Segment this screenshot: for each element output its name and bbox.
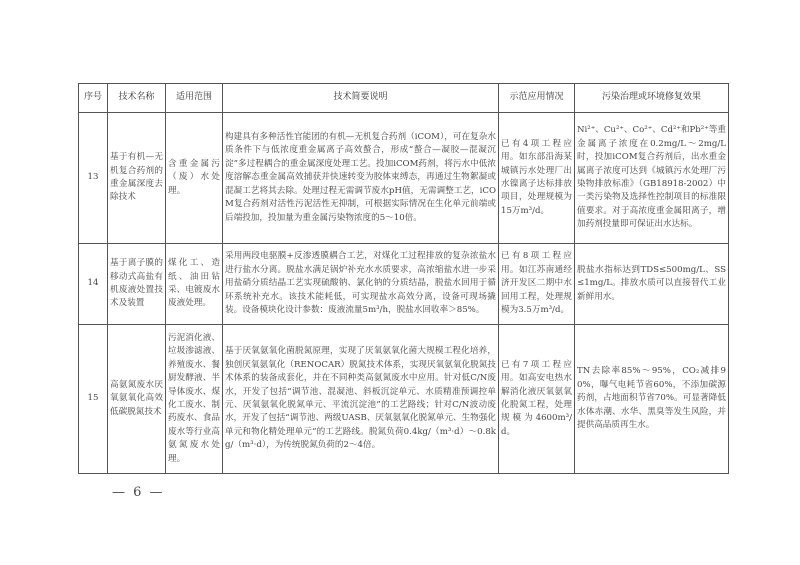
description: 构建具有多种活性官能团的有机—无机复合药剂（iCOM），可在复杂水质条件下与低浓度重金属离子高效螯合，形成“螯合—凝胶—混凝沉淀”多过程耦合的重金属深度处理工艺。投加iCOM药剂，将污水中低浓度溶解态重金属高效捕获并快速转变为胶体束缚态，再通过生物絮凝或混凝工艺将其去除。处理过程无需调节废水pH值，无需调整工艺，iCOM复合药剂对活性污泥活性无抑制，可根据实际情况在生化单元前端或后端投加，投加量为重金属污染物浓度的5～10倍。 [223, 113, 499, 244]
scope: 污泥消化液、垃圾渗滤液、养殖废水、餐厨发酵液、半导体废水、煤化工废水、制药废水、食品废水等行业高氨氮废水处理。 [166, 325, 223, 474]
row-index: 13 [79, 113, 108, 244]
tech-name: 高氨氮废水厌氧氨氧化高效低碳脱氮技术 [108, 325, 166, 474]
demo: 已有7项工程应用。如高安电热水解消化液厌氧氨氧化脱氮工程，处理规模为4600m³/d。 [499, 325, 575, 474]
table-header-row [79, 84, 729, 113]
effect: Ni²⁺、Cu²⁺、Co²⁺、Cd²⁺和Pb²⁺等重金属离子浓度在0.2mg/L～2mg/L时，投加iCOM复合药剂后，出水重金属离子浓度可达到《城镇污水处理厂污染物排放标准》（GB18918-2002）中一类污染物及选择性控制项目的标准限值要求。对于高浓度重金属阳离子，增加药剂投量即可保证出水达标。 [575, 113, 729, 244]
header-tech-name: 技术名称 [108, 84, 166, 113]
page-number: — 6 — [112, 485, 165, 500]
effect: TN去除率85%～95%，CO₂减排90%，曝气电耗节省60%，不添加碳源药剂，占地面积节省70%。可显著降低水体赤潮、水华、黑臭等发生风险，并提供高品质再生水。 [575, 325, 729, 474]
header-demo: 示范应用情况 [499, 84, 575, 113]
table-row [79, 325, 729, 474]
technology-table [78, 83, 729, 474]
header-scope: 适用范围 [166, 84, 223, 113]
description: 采用两段电驱膜+反渗透膜耦合工艺，对煤化工过程排放的复杂浓盐水进行盐水分离。脱盐水满足锅炉补充水水质要求，高浓缩盐水进一步采用盐硝分质结晶工艺实现硫酸钠、氯化钠的分质结晶，脱盐水回用于循环系统补充水。该技术能耗低，可实现盐水高效分离，设备可现场撬装。设备模块化设计参数：废液流量5m³/h，脱盐水回收率＞85%。 [223, 244, 499, 325]
demo: 已有4项工程应用。如东部沿海某城镇污水处理厂出水镍离子达标排放项目，处理规模为15万m³/d。 [499, 113, 575, 244]
header-index: 序号 [79, 84, 108, 113]
tech-name: 基于离子膜的移动式高盐有机废液处置技术及装置 [108, 244, 166, 325]
effect: 脱盐水指标达到TDS≤500mg/L、SS≤1mg/L。排放水质可以直接替代工业新鲜用水。 [575, 244, 729, 325]
scope: 煤化工、造纸、油田钻采、电镀废水废液处理。 [166, 244, 223, 325]
scope: 含重金属污（废）水处理。 [166, 113, 223, 244]
header-description: 技术简要说明 [223, 84, 499, 113]
row-index: 14 [79, 244, 108, 325]
demo: 已有8项工程应用。如江苏南通经济开发区二期中水回用工程，处理规模为3.5万m³/d。 [499, 244, 575, 325]
tech-name: 基于有机—无机复合药剂的重金属深度去除技术 [108, 113, 166, 244]
row-index: 15 [79, 325, 108, 474]
table-row [79, 113, 729, 244]
table-row [79, 244, 729, 325]
header-effect: 污染治理或环境修复效果 [575, 84, 729, 113]
description: 基于厌氧氨氧化菌脱氮原理，实现了厌氧氨氧化菌大规模工程化培养，独创厌氧氨氧化（RENOCAR）脱氮技术体系，实现厌氧氨氧化脱氮技术体系的装备成套化，并在不同种类高氨氮废水中应用。针对低C/N废水，开发了包括“调节池、混凝池、斜板沉淀单元、水质精准预调控单元、厌氧氨氧化脱氮单元、平流沉淀池”的工艺路线；针对C/N波动废水，开发了包括“调节池、两级UASB、厌氧氨氧化脱氮单元、生物强化单元和物化精处理单元”的工艺路线。脱氮负荷0.4kg/（m³·d）～0.8kg/（m³·d），为传统脱氮负荷的2～4倍。 [223, 325, 499, 474]
